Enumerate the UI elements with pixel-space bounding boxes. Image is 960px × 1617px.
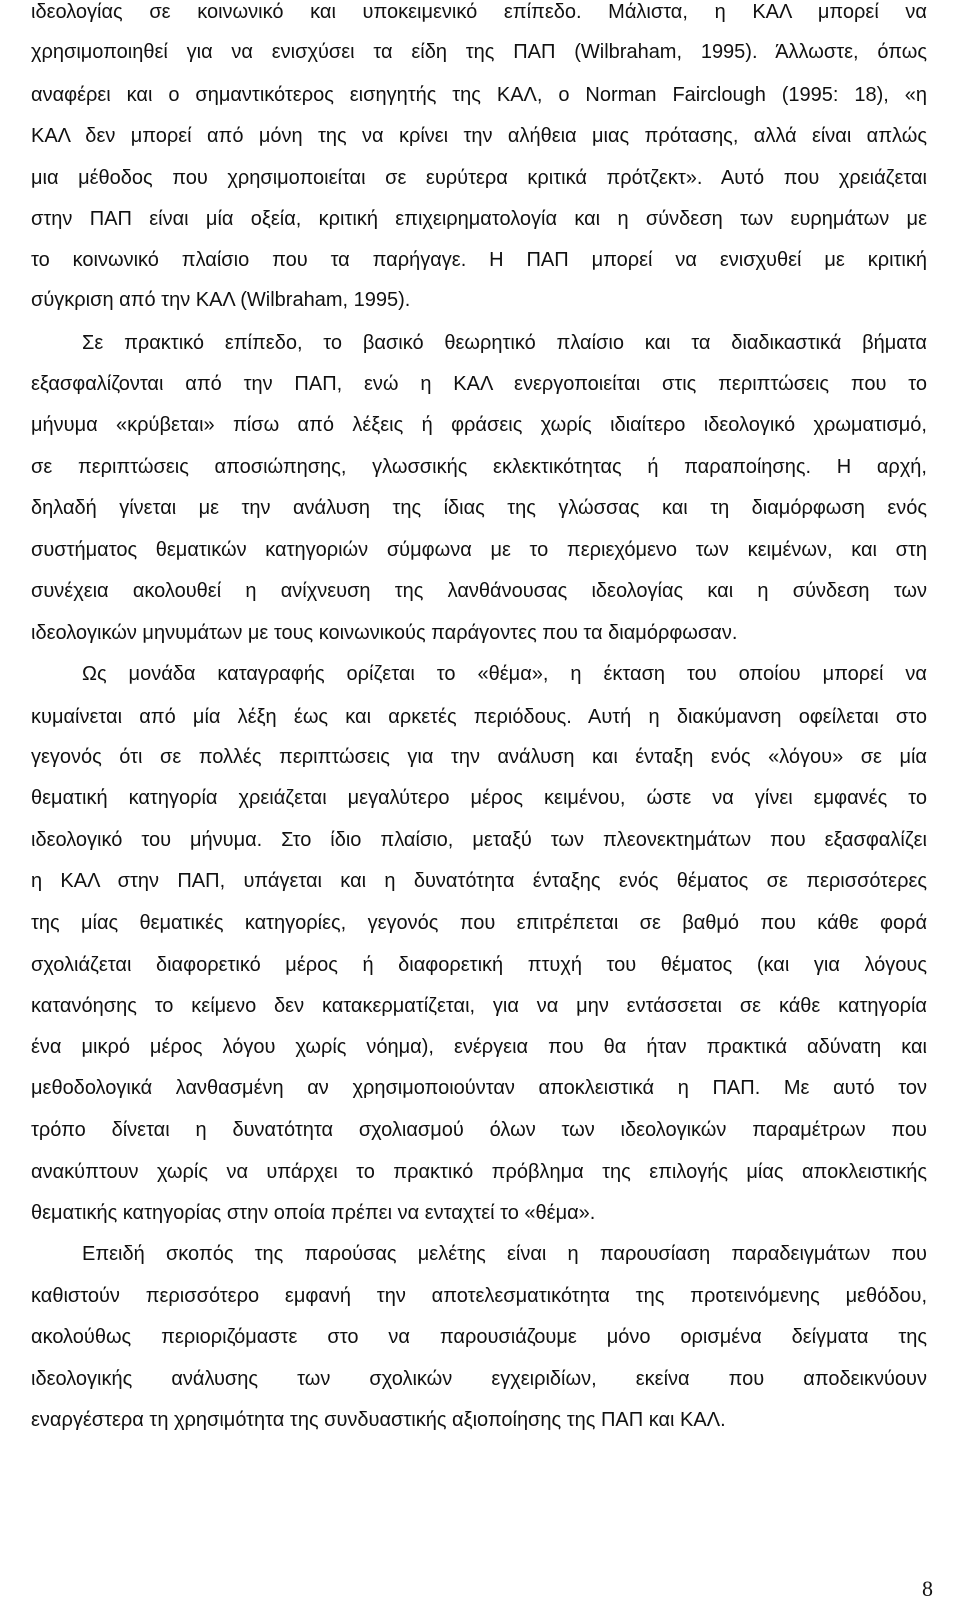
text-line: κατανόησης το κείμενο δεν κατακερματίζεται, για να μην εντάσσεται σε κάθε κατηγορία: [31, 995, 927, 1017]
text-line: μεθοδολογικά λανθασμένη αν χρησιμοποιούνταν αποκλειστικά η ΠΑΠ. Με αυτό τον: [31, 1077, 927, 1099]
text-line: ανακύπτουν χωρίς να υπάρχει το πρακτικό πρόβλημα της επιλογής μίας αποκλειστικής: [31, 1161, 927, 1183]
text-line: καθιστούν περισσότερο εμφανή την αποτελεσματικότητα της προτεινόμενης μεθόδου,: [31, 1285, 927, 1307]
text-line: αναφέρει και ο σημαντικότερος εισηγητής της ΚΑΛ, ο Norman Fairclough (1995: 18), «η: [31, 84, 927, 106]
text-line: γεγονός ότι σε πολλές περιπτώσεις για την ανάλυση και ένταξη ενός «λόγου» σε μία: [31, 746, 927, 768]
text-line: στην ΠΑΠ είναι μία οξεία, κριτική επιχειρηματολογία και η σύνδεση των ευρημάτων με: [31, 208, 927, 230]
text-line: ιδεολογικής ανάλυσης των σχολικών εγχειριδίων, εκείνα που αποδεικνύουν: [31, 1368, 927, 1390]
paragraph-first-line: Ως μονάδα καταγραφής ορίζεται το «θέμα», η έκταση του οποίου μπορεί να: [82, 663, 927, 685]
text-line: μια μέθοδος που χρησιμοποιείται σε ευρύτερα κριτικά πρότζεκτ». Αυτό που χρειάζεται: [31, 167, 927, 189]
paragraph-first-line: Σε πρακτικό επίπεδο, το βασικό θεωρητικό πλαίσιο και τα διαδικαστικά βήματα: [82, 332, 927, 354]
text-line: τρόπο δίνεται η δυνατότητα σχολιασμού όλων των ιδεολογικών παραμέτρων που: [31, 1119, 927, 1141]
text-line: θεματικής κατηγορίας στην οποία πρέπει να ενταχτεί το «θέμα».: [31, 1202, 596, 1224]
text-line: εναργέστερα τη χρησιμότητα της συνδυαστικής αξιοποίησης της ΠΑΠ και ΚΑΛ.: [31, 1409, 726, 1431]
text-line: χρησιμοποιηθεί για να ενισχύσει τα είδη της ΠΑΠ (Wilbraham, 1995). Άλλωστε, όπως: [31, 41, 927, 63]
text-line: η ΚΑΛ στην ΠΑΠ, υπάγεται και η δυνατότητα ένταξης ενός θέματος σε περισσότερες: [31, 870, 927, 892]
text-line: ΚΑΛ δεν μπορεί από μόνη της να κρίνει την αλήθεια μιας πρότασης, αλλά είναι απλώς: [31, 125, 927, 147]
text-line: συστήματος θεματικών κατηγοριών σύμφωνα με το περιεχόμενο των κειμένων, και στη: [31, 539, 927, 561]
text-line: μήνυμα «κρύβεται» πίσω από λέξεις ή φράσεις χωρίς ιδιαίτερο ιδεολογικό χρωματισμό,: [31, 414, 927, 436]
text-line: κυμαίνεται από μία λέξη έως και αρκετές περιόδους. Αυτή η διακύμανση οφείλεται στο: [31, 706, 927, 728]
text-line: σύγκριση από την ΚΑΛ (Wilbraham, 1995).: [31, 289, 411, 311]
text-line: σχολιάζεται διαφορετικό μέρος ή διαφορετική πτυχή του θέματος (και για λόγους: [31, 954, 927, 976]
page-number: 8: [922, 1576, 933, 1601]
text-line: θεματική κατηγορία χρειάζεται μεγαλύτερο μέρος κειμένου, ώστε να γίνει εμφανές το: [31, 787, 927, 809]
text-line: δηλαδή γίνεται με την ανάλυση της ίδιας της γλώσσας και τη διαμόρφωση ενός: [31, 497, 927, 519]
text-line: της μίας θεματικές κατηγορίες, γεγονός που επιτρέπεται σε βαθμό που κάθε φορά: [31, 912, 927, 934]
text-line: συνέχεια ακολουθεί η ανίχνευση της λανθάνουσας ιδεολογίας και η σύνδεση των: [31, 580, 927, 602]
text-line: σε περιπτώσεις αποσιώπησης, γλωσσικής εκλεκτικότητας ή παραποίησης. Η αρχή,: [31, 456, 927, 478]
text-line: ακολούθως περιοριζόμαστε στο να παρουσιάζουμε μόνο ορισμένα δείγματα της: [31, 1326, 927, 1348]
text-line: ιδεολογικών μηνυμάτων με τους κοινωνικούς παράγοντες που τα διαμόρφωσαν.: [31, 622, 738, 644]
text-line: ιδεολογικό του μήνυμα. Στο ίδιο πλαίσιο, μεταξύ των πλεονεκτημάτων που εξασφαλίζει: [31, 829, 927, 851]
text-line: ιδεολογίας σε κοινωνικό και υποκειμενικό επίπεδο. Μάλιστα, η ΚΑΛ μπορεί να: [31, 1, 927, 23]
paragraph-first-line: Επειδή σκοπός της παρούσας μελέτης είναι η παρουσίαση παραδειγμάτων που: [82, 1243, 927, 1265]
text-line: εξασφαλίζονται από την ΠΑΠ, ενώ η ΚΑΛ ενεργοποιείται στις περιπτώσεις που το: [31, 373, 927, 395]
text-line: ένα μικρό μέρος λόγου χωρίς νόημα), ενέργεια που θα ήταν πρακτικά αδύνατη και: [31, 1036, 927, 1058]
text-line: το κοινωνικό πλαίσιο που τα παρήγαγε. Η ΠΑΠ μπορεί να ενισχυθεί με κριτική: [31, 249, 927, 271]
